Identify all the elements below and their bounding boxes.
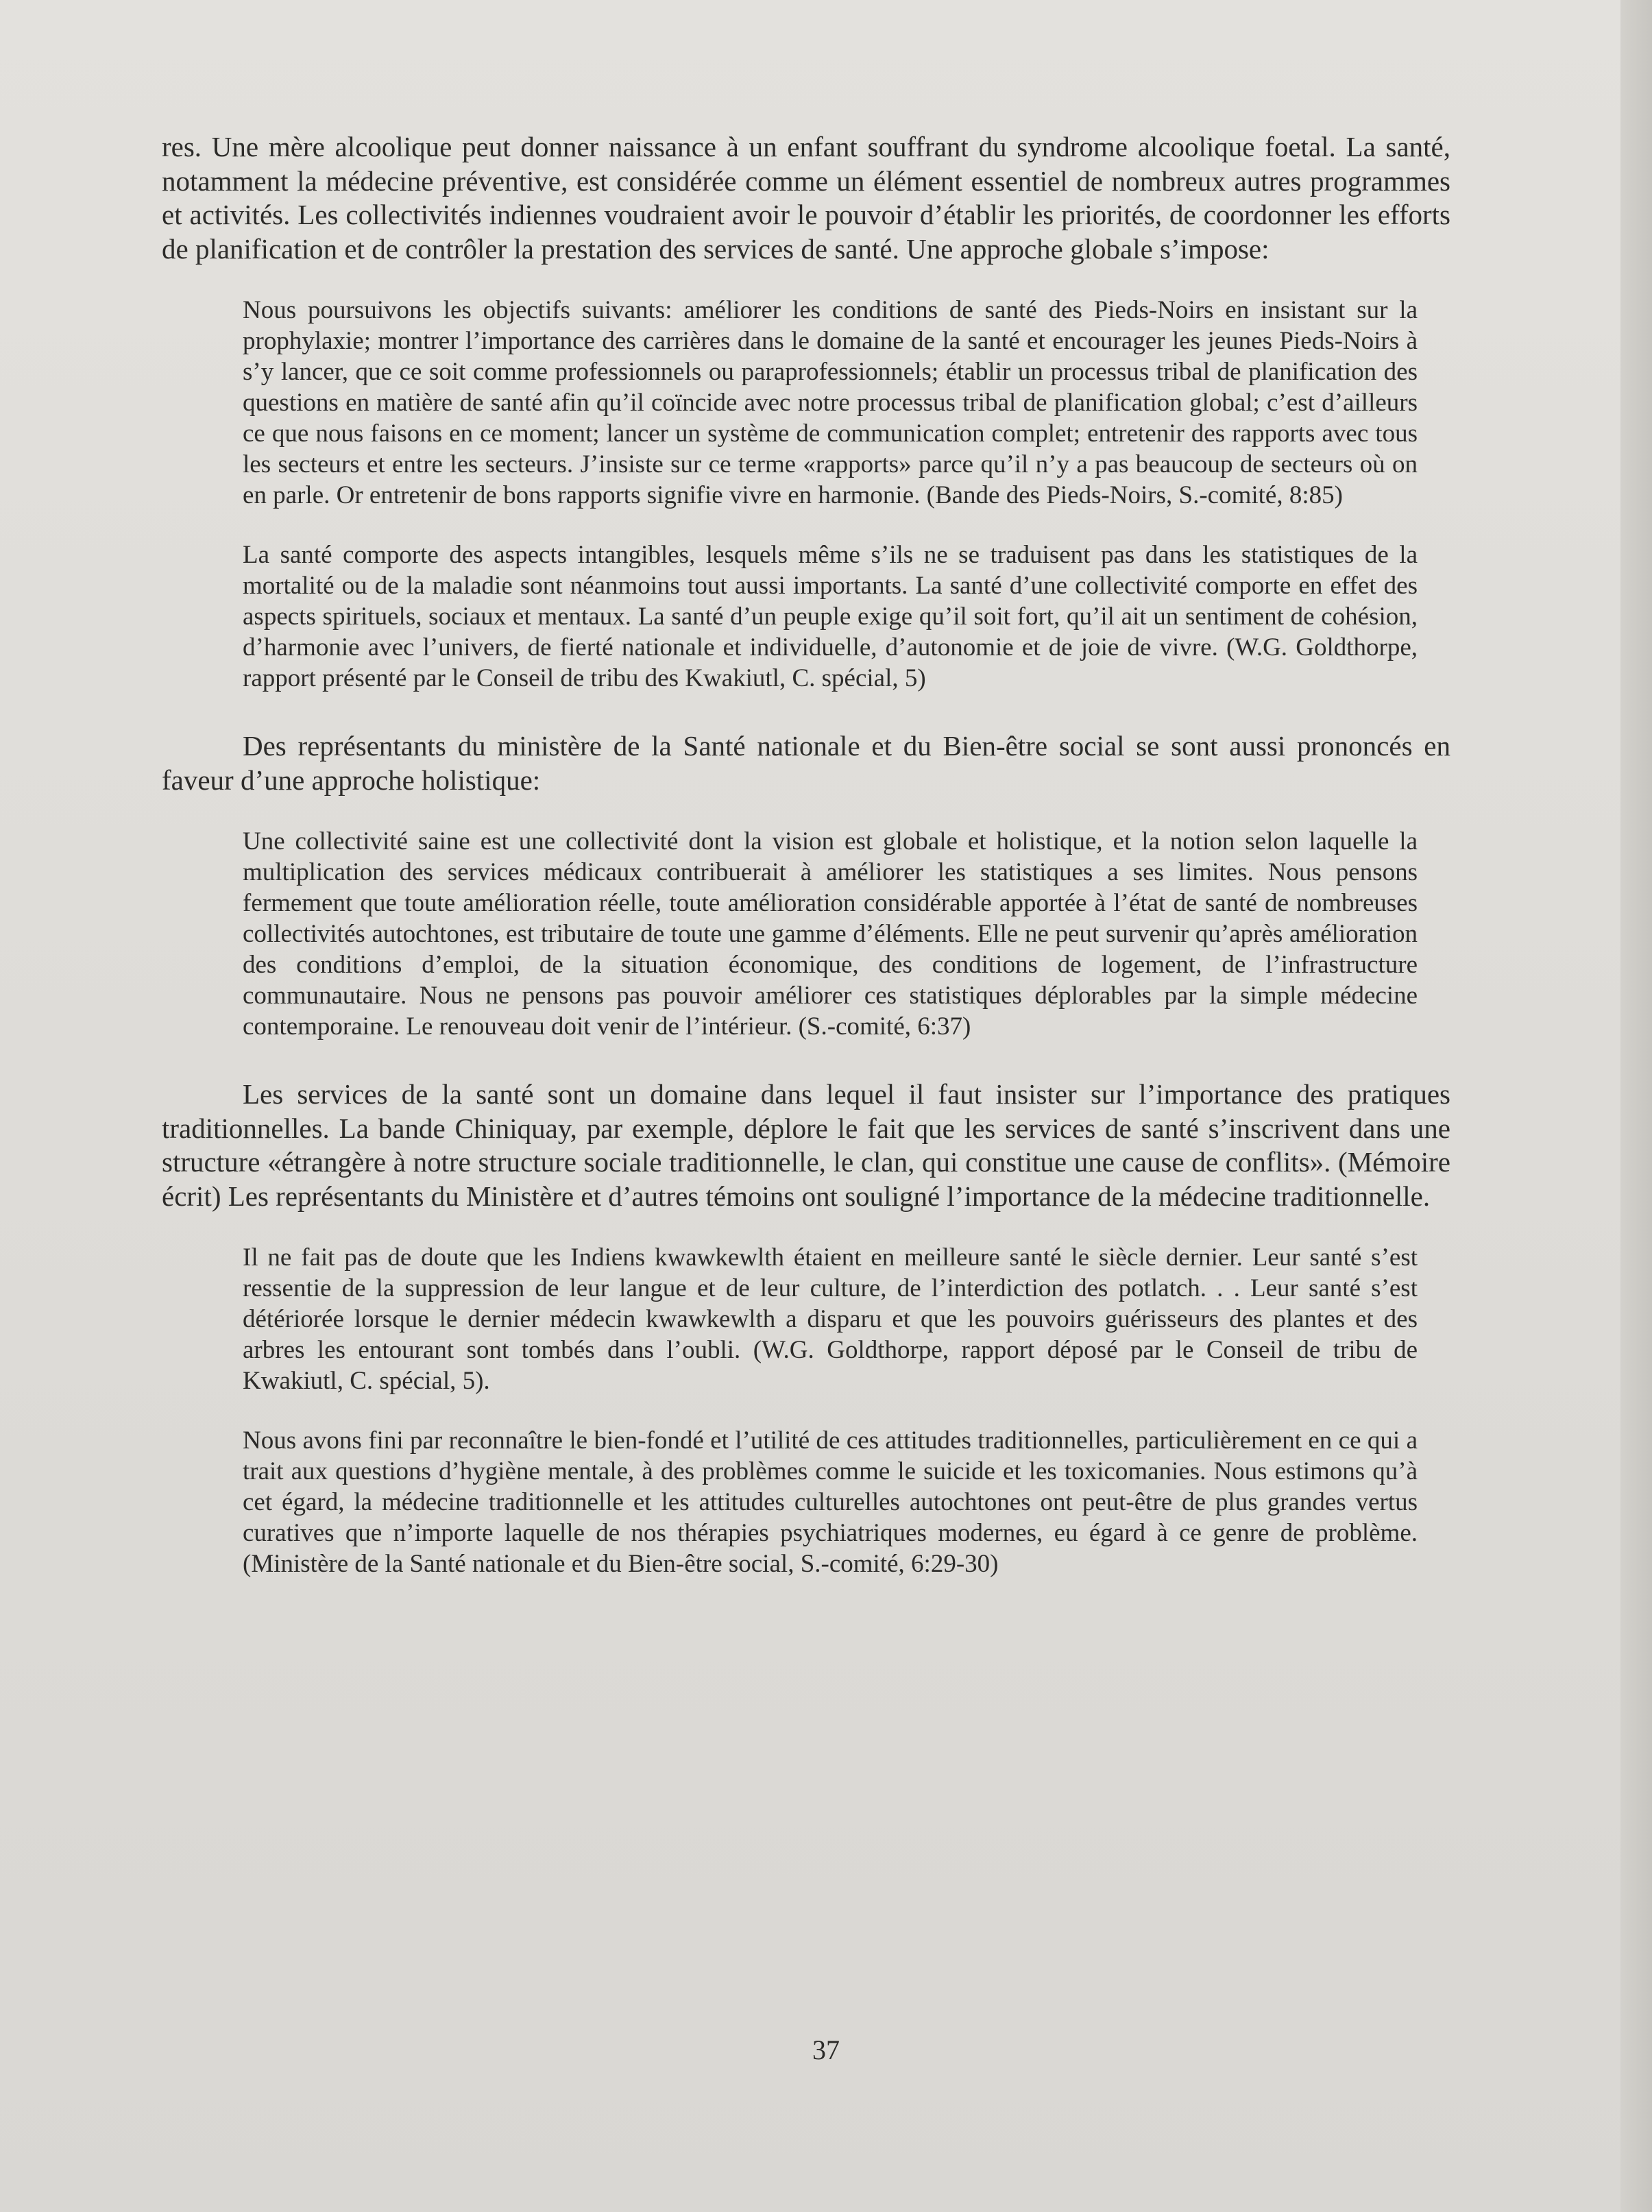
block-quote: Une collectivité saine est une collectivité dont la vision est globale et holistique, et la notion selon laquelle la multiplication des services médicaux contribuerait à améliorer les statistiques a ses limites. Nous pensons fermement que toute amélioration réelle, toute amélioration considérable apportée à l’état de santé de nombreuses collectivités autochtones, est tributaire de toute une gamme d’éléments. Elle ne peut survenir qu’après amélioration des conditions d’emploi, de la situation économique, des conditions de logement, de l’infrastructure communautaire. Nous ne pensons pas pouvoir améliorer ces statistiques déplorables par la simple médecine contemporaine. Le renouveau doit venir de l’intérieur. (S.-comité, 6:37) — [243, 827, 1418, 1041]
body-paragraph: Des représentants du ministère de la Santé nationale et du Bien-être social se sont aussi prononcés en faveur d’une approche holistique: — [162, 730, 1450, 796]
page-body — [162, 130, 1450, 1608]
page-edge-shadow — [1620, 0, 1652, 2212]
block-quote: La santé comporte des aspects intangibles, lesquels même s’ils ne se traduisent pas dans les statistiques de la mortalité ou de la maladie sont néanmoins tout aussi importants. La santé d’une collectivité comporte en effet des aspects spirituels, sociaux et mentaux. La santé d’un peuple exige qu’il soit fort, qu’il ait un sentiment de cohésion, d’harmonie avec l’univers, de fierté nationale et individuelle, d’autonomie et de joie de vivre. (W.G. Goldthorpe, rapport présenté par le Conseil de tribu des Kwakiutl, C. spécial, 5) — [243, 541, 1418, 692]
body-paragraph: res. Une mère alcoolique peut donner naissance à un enfant souffrant du syndrome alcoolique foetal. La santé, notamment la médecine préventive, est considérée comme un élément essentiel de nombreux autres programmes et activités. Les collectivités indiennes voudraient avoir le pouvoir d’établir les priorités, de coordonner les efforts de planification et de contrôler la prestation des services de santé. Une approche globale s’impose: — [162, 131, 1450, 265]
block-quote: Il ne fait pas de doute que les Indiens kwawkewlth étaient en meilleure santé le siècle dernier. Leur santé s’est ressentie de la suppression de leur langue et de leur culture, de l’interdiction des potlatch. . . Leur santé s’est détériorée lorsque le dernier médecin kwawkewlth a disparu et que les pouvoirs guérisseurs des plantes et des arbres les entourant sont tombés dans l’oubli. (W.G. Goldthorpe, rapport déposé par le Conseil de tribu de Kwakiutl, C. spécial, 5). — [243, 1243, 1418, 1395]
page-number: 37 — [812, 2034, 840, 2065]
block-quote: Nous avons fini par reconnaître le bien-fondé et l’utilité de ces attitudes traditionnelles, particulièrement en ce qui a trait aux questions d’hygiène mentale, à des problèmes comme le suicide et les toxicomanies. Nous estimons qu’à cet égard, la médecine traditionnelle et les attitudes culturelles autochtones ont peut-être de plus grandes vertus curatives que n’importe laquelle de nos thérapies psychiatriques modernes, eu égard à ce genre de problème. (Ministère de la Santé nationale et du Bien-être social, S.-comité, 6:29-30) — [243, 1426, 1418, 1578]
body-paragraph: Les services de la santé sont un domaine dans lequel il faut insister sur l’importance des pratiques traditionnelles. La bande Chiniquay, par exemple, déplore le fait que les services de santé s’inscrivent dans une structure «étrangère à notre structure sociale traditionnelle, le clan, qui constitue une cause de conflits». (Mémoire écrit) Les représentants du Ministère et d’autres témoins ont souligné l’importance de la médecine traditionnelle. — [162, 1078, 1450, 1212]
block-quote: Nous poursuivons les objectifs suivants: améliorer les conditions de santé des Pieds-Noirs en insistant sur la prophylaxie; montrer l’importance des carrières dans le domaine de la santé et encourager les jeunes Pieds-Noirs à s’y lancer, que ce soit comme professionnels ou paraprofessionnels; établir un processus tribal de planification des questions en matière de santé afin qu’il coïncide avec notre processus tribal de planification global; c’est d’ailleurs ce que nous faisons en ce moment; lancer un système de communication complet; entretenir des rapports avec tous les secteurs et entre les secteurs. J’insiste sur ce terme «rapports» parce qu’il n’y a pas beaucoup de secteurs où on en parle. Or entretenir de bons rapports signifie vivre en harmonie. (Bande des Pieds-Noirs, S.-comité, 8:85) — [243, 296, 1418, 509]
